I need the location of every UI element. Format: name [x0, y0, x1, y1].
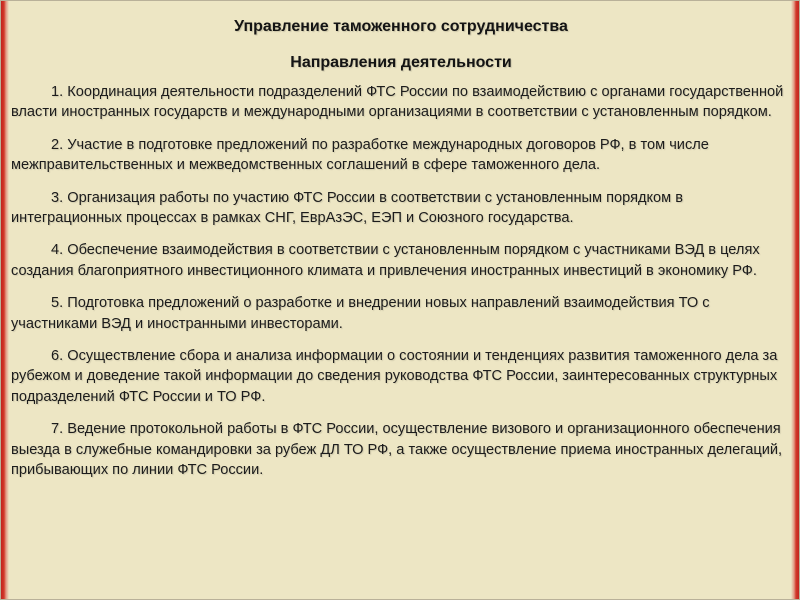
list-item: 6. Осуществление сбора и анализа информации о состоянии и тенденциях развития таможенного дела за рубежом и доведение такой информации до сведения руководства ФТС России, заинтересованных структурных подразделений ФТС России и ТО РФ.	[11, 348, 778, 405]
list-item: 1. Координация деятельности подразделений ФТС России по взаимодействию с органами государственной власти иностранных государств и международными организациями в соответствии с установленным порядком.	[11, 84, 784, 121]
page-title: Управление таможенного сотрудничества	[234, 18, 568, 35]
slide-content	[11, 17, 791, 493]
list-item: 2. Участие в подготовке предложений по разработке международных договоров РФ, в том числе межправительственных и межведомственных соглашений в сфере таможенного дела.	[11, 136, 709, 174]
list-item: 4. Обеспечение взаимодействия в соответствии с установленным порядком с участниками ВЭД в целях создания благоприятного инвестиционного климата и привлечения иностранных инвестиций в экономику РФ.	[11, 242, 760, 279]
list-item: 7. Ведение протокольной работы в ФТС России, осуществление визового и организационного обеспечения выезда в служебные командировки за рубеж ДЛ ТО РФ, а также осуществление приема иностранных делегаций, прибывающих по линии ФТС России.	[11, 421, 783, 479]
activity-list	[11, 82, 791, 481]
list-item: 5. Подготовка предложений о разработке и внедрении новых направлений взаимодействия ТО с участниками ВЭД и иностранными инвесторами.	[11, 295, 710, 332]
section-subtitle: Направления деятельности	[290, 54, 512, 71]
list-item: 3. Организация работы по участию ФТС России в соответствии с установленным порядком в интеграционных процессах в рамках СНГ, ЕврАзЭС, ЕЭП и Союзного государства.	[11, 189, 684, 227]
